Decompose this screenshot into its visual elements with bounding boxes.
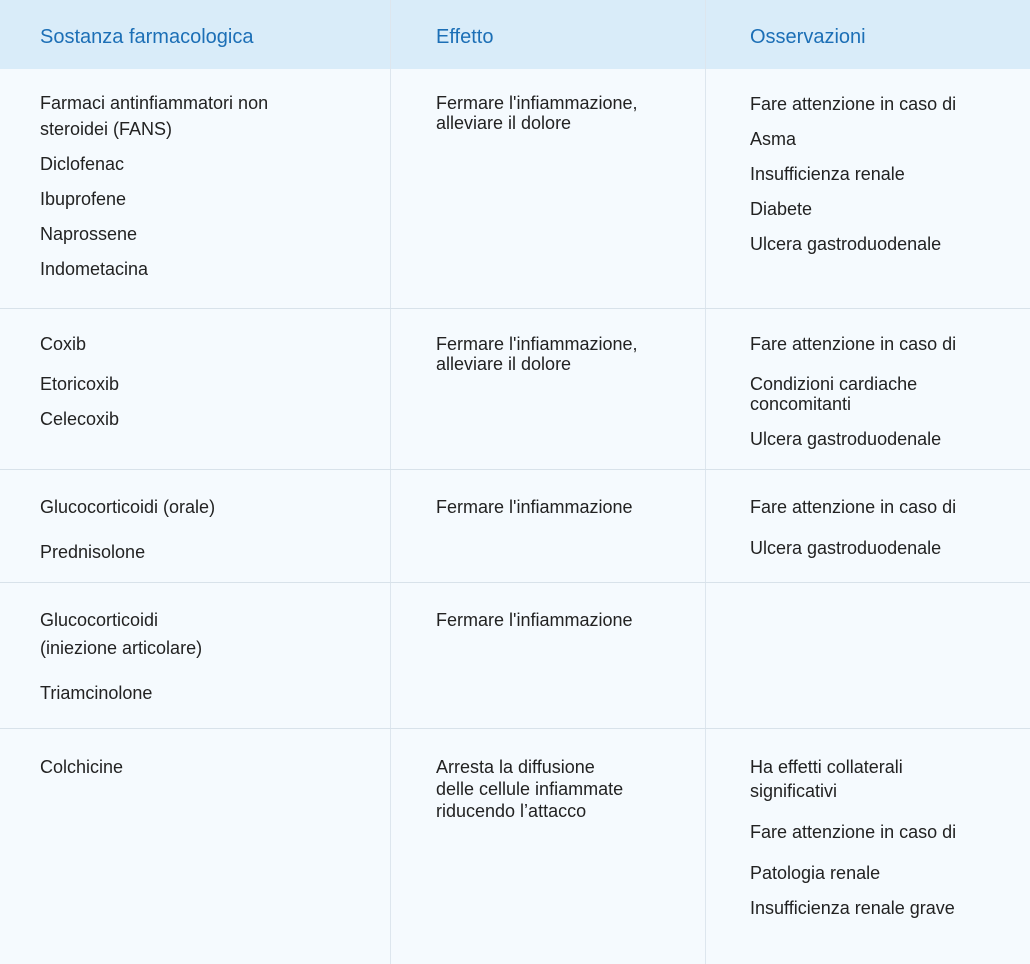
notes-text: Fare attenzione in caso di	[750, 334, 957, 354]
effect-text: alleviare il dolore	[436, 354, 572, 374]
table-row	[0, 470, 1030, 583]
notes-text: Asma	[750, 129, 797, 149]
effect-cell	[391, 583, 706, 728]
substance-cell	[0, 470, 391, 582]
notes-cell	[706, 470, 1030, 582]
notes-text: concomitanti	[750, 394, 852, 414]
substance-text: (iniezione articolare)	[40, 638, 203, 658]
substance-text: Diclofenac	[40, 154, 125, 174]
notes-text: Ulcera gastroduodenale	[750, 234, 942, 254]
table-row	[0, 729, 1030, 964]
substance-cell	[0, 69, 391, 308]
effect-text: Fermare l'infiammazione	[436, 497, 633, 517]
notes-text: Fare attenzione in caso di	[750, 822, 957, 842]
table-row	[0, 583, 1030, 729]
table-row	[0, 69, 1030, 309]
notes-text: Ulcera gastroduodenale	[750, 429, 942, 449]
notes-text: Fare attenzione in caso di	[750, 497, 957, 517]
notes-text: Patologia renale	[750, 863, 881, 883]
substance-text: Celecoxib	[40, 409, 120, 429]
substance-text: Coxib	[40, 334, 87, 354]
notes-text: Insufficienza renale grave	[750, 898, 955, 918]
notes-text: Ha effetti collaterali	[750, 757, 903, 777]
header-substance: Sostanza farmacologica	[0, 0, 391, 69]
effect-text: Fermare l'infiammazione	[436, 610, 633, 630]
substance-text: Colchicine	[40, 757, 124, 777]
header-notes: Osservazioni	[750, 26, 866, 48]
effect-text: Fermare l'infiammazione,	[436, 93, 638, 113]
header-effect: Effetto	[391, 0, 706, 69]
substance-text: steroidei (FANS)	[40, 119, 173, 139]
substance-text: Triamcinolone	[40, 683, 153, 703]
substance-cell	[0, 309, 391, 469]
effect-text: Arresta la diffusione	[436, 757, 595, 777]
notes-cell	[706, 309, 1030, 469]
notes-cell	[706, 583, 1030, 728]
notes-text: Condizioni cardiache	[750, 374, 918, 394]
effect-cell	[391, 470, 706, 582]
notes-text: significativi	[750, 781, 838, 801]
effect-text: riducendo l’attacco	[436, 801, 587, 821]
effect-cell	[391, 309, 706, 469]
substance-text: Indometacina	[40, 259, 149, 279]
notes-text: Insufficienza renale	[750, 164, 905, 184]
notes-cell	[706, 69, 1030, 308]
effect-text: Fermare l'infiammazione,	[436, 334, 638, 354]
substance-text: Naprossene	[40, 224, 138, 244]
effect-text: delle cellule infiammate	[436, 779, 624, 799]
effect-cell	[391, 729, 706, 964]
substance-cell	[0, 583, 391, 728]
substance-text: Farmaci antinfiammatori non	[40, 93, 269, 113]
table-row	[0, 309, 1030, 470]
substance-text: Glucocorticoidi	[40, 610, 159, 630]
substance-text: Ibuprofene	[40, 189, 127, 209]
substance-text: Etoricoxib	[40, 374, 120, 394]
notes-cell	[706, 729, 1030, 964]
table-header	[0, 0, 1030, 69]
substance-text: Prednisolone	[40, 542, 146, 562]
notes-text: Ulcera gastroduodenale	[750, 538, 942, 558]
notes-text: Diabete	[750, 199, 813, 219]
effect-text: alleviare il dolore	[436, 113, 572, 133]
substance-text: Glucocorticoidi (orale)	[40, 497, 216, 517]
substance-cell	[0, 729, 391, 964]
notes-text: Fare attenzione in caso di	[750, 94, 957, 114]
effect-cell	[391, 69, 706, 308]
